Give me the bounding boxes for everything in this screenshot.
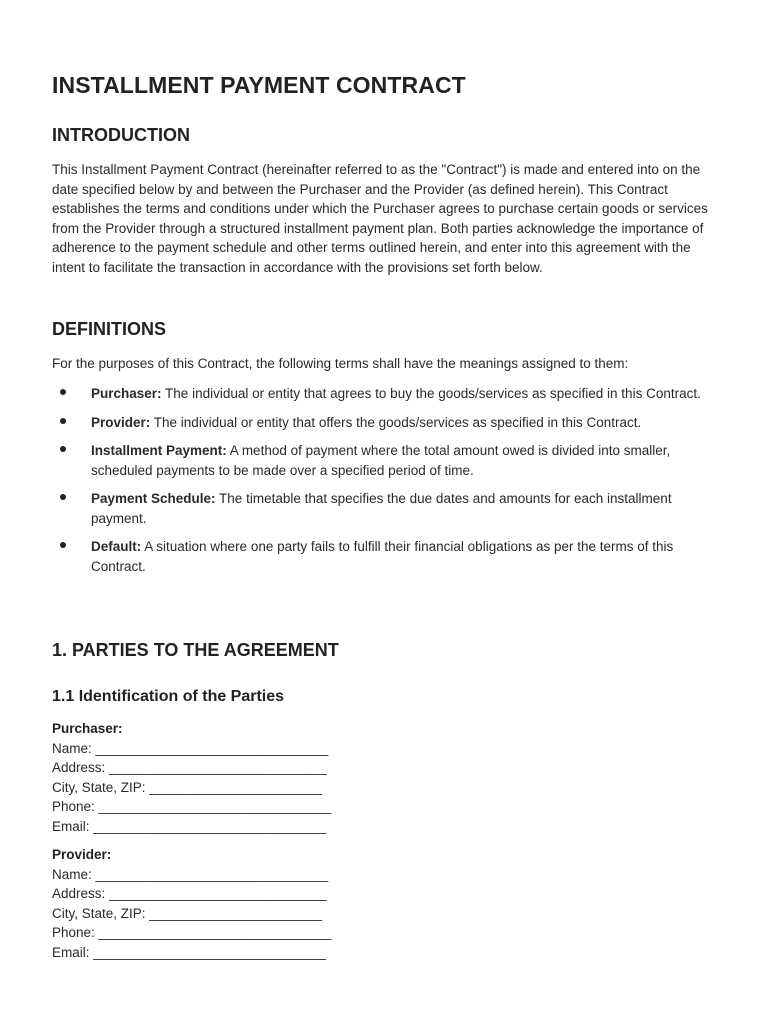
definition-item [52,413,722,433]
provider-name-field[interactable]: Name: _______________________________ [52,866,329,882]
bullet-icon [60,542,66,548]
definition-item [52,384,722,404]
bullet-icon [60,494,66,500]
definition-text: A situation where one party fails to fulfill their financial obligations as per the terms of this Contract. [91,539,674,574]
definitions-intro: For the purposes of this Contract, the following terms shall have the meanings assigned to them: [52,356,629,371]
provider-address-field[interactable]: Address: _____________________________ [52,886,327,901]
definition-text: A method of payment where the total amount owed is divided into smaller, scheduled payments to be made over a specified period of time. [91,443,671,478]
purchaser-email-field[interactable]: Email: _______________________________ [52,818,327,834]
definitions-heading: DEFINITIONS [52,319,167,339]
section1-subheading: 1.1 Identification of the Parties [52,688,285,705]
definition-text: The individual or entity that agrees to buy the goods/services as specified in this Contract. [161,386,701,401]
section1-heading: 1. PARTIES TO THE AGREEMENT [52,640,339,660]
definition-term: Purchaser: [91,386,162,401]
provider-label: Provider: [52,847,112,862]
definition-term: Provider: [91,414,151,430]
provider-phone-field[interactable]: Phone: _______________________________ [52,925,332,940]
definition-item [52,489,722,528]
definition-term: Payment Schedule: [91,491,216,506]
bullet-icon [60,389,66,395]
purchaser-address-field[interactable]: Address: _____________________________ [52,760,327,775]
purchaser-block [52,719,722,836]
definitions-list [52,384,722,585]
introduction-text: This Installment Payment Contract (hereinafter referred to as the "Contract") is made and entered into on the date specified below by and between the Purchaser and the Provider (as defined herein). This Contract establishes the terms and conditions under which the Purchaser agrees to purchase certain goods or services from the Provider through a structured installment payment plan. Both parties acknowledge the importance of adherence to the payment schedule and other terms outlined herein, and enter into this agreement with the intent to facilitate the transaction in accordance with the provisions set forth below. [52,162,708,275]
purchaser-label: Purchaser: [52,721,123,736]
bullet-icon [60,446,66,452]
definition-item [52,441,722,480]
purchaser-city-state-zip-field[interactable]: City, State, ZIP: _______________________ [52,779,322,795]
purchaser-phone-field[interactable]: Phone: _______________________________ [52,799,332,814]
provider-city-state-zip-field[interactable]: City, State, ZIP: _______________________ [52,905,322,921]
purchaser-name-field[interactable]: Name: _______________________________ [52,740,329,756]
definition-term: Installment Payment: [91,443,227,458]
bullet-icon [60,418,66,424]
definition-text: The timetable that specifies the due dates and amounts for each installment payment. [91,491,672,526]
provider-block [52,845,722,962]
provider-email-field[interactable]: Email: _______________________________ [52,944,327,960]
definition-term: Default: [91,539,142,554]
definition-item [52,537,722,576]
definition-text: The individual or entity that offers the goods/services as specified in this Contract. [150,414,642,430]
document-title: INSTALLMENT PAYMENT CONTRACT [52,72,466,98]
introduction-heading: INTRODUCTION [52,125,190,145]
